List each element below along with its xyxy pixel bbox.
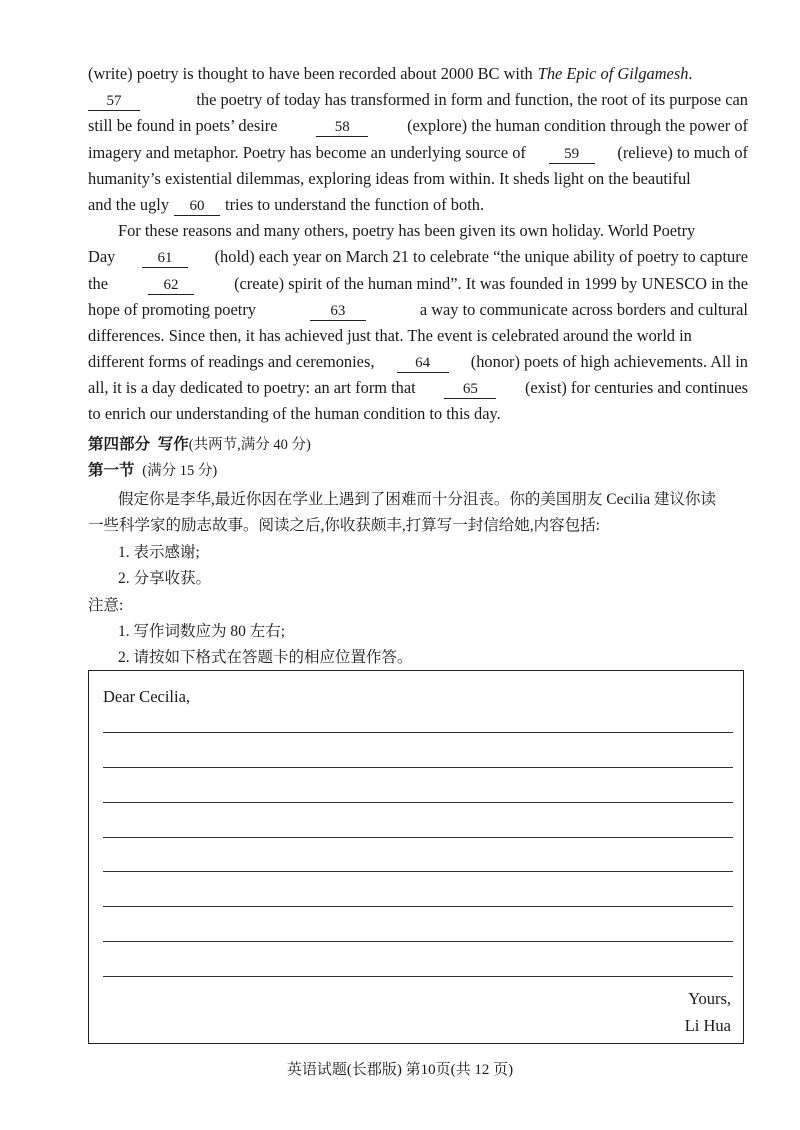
text: and the ugly — [88, 194, 170, 214]
text: (explore) the human condition through the power of — [407, 116, 748, 136]
blank-62[interactable]: 62 — [148, 277, 194, 295]
text: . — [688, 64, 693, 83]
writing-line[interactable] — [103, 906, 733, 907]
prompt-item-2: 2. 分享收获。 — [118, 570, 212, 587]
text: differences. Since then, it has achieved just that. The event is celebrated around the world in — [88, 325, 692, 345]
text: hope of promoting poetry — [88, 299, 256, 319]
text: different forms of readings and ceremonies, — [88, 352, 375, 372]
blank-59[interactable]: 59 — [549, 146, 595, 164]
passage-line — [88, 404, 748, 430]
passage-line — [88, 64, 748, 90]
letter-closing: Yours, — [688, 989, 731, 1008]
text: (relieve) to much of — [617, 142, 748, 162]
blank-60[interactable]: 60 — [174, 198, 220, 216]
blank-57[interactable]: 57 — [88, 93, 140, 111]
blank-63[interactable]: 63 — [310, 303, 366, 321]
text: imagery and metaphor. Poetry has become an underlying source of — [88, 142, 526, 162]
answer-box — [88, 670, 744, 1044]
text: (create) spirit of the human mind”. It was founded in 1999 by UNESCO in the — [234, 273, 748, 293]
prompt-line-1: 假定你是李华,最近你因在学业上遇到了困难而十分沮丧。你的美国朋友 Cecilia 建议你读 — [118, 491, 717, 508]
passage-line — [88, 169, 748, 195]
reading-passage — [88, 64, 748, 431]
passage-line — [88, 274, 748, 300]
writing-line[interactable] — [103, 871, 733, 872]
page-footer: 英语试题(长郡版) 第10页(共 12 页) — [286, 1062, 514, 1078]
blank-64[interactable]: 64 — [397, 355, 449, 373]
section-title: 第一节 — [88, 462, 135, 479]
blank-58[interactable]: 58 — [316, 119, 368, 137]
text: the — [88, 273, 109, 293]
text: For these reasons and many others, poetry has been given its own holiday. World Poetry — [118, 221, 696, 241]
passage-line — [88, 116, 748, 142]
passage-line — [88, 195, 748, 221]
writing-line[interactable] — [103, 976, 733, 977]
text: the poetry of today has transformed in form and function, the root of its purpose can — [196, 90, 748, 110]
prompt-item-1: 1. 表示感谢; — [118, 544, 200, 561]
writing-line[interactable] — [103, 767, 733, 768]
prompt-line-2: 一些科学家的励志故事。阅读之后,你收获颇丰,打算写一封信给她,内容包括: — [88, 517, 600, 534]
passage-line — [88, 221, 748, 247]
text: (write) poetry is thought to have been recorded about 2000 BC with — [88, 64, 533, 83]
passage-line — [88, 352, 748, 378]
part4-heading — [88, 432, 748, 454]
note-item-1: 1. 写作词数应为 80 左右; — [118, 623, 286, 640]
letter-greeting: Dear Cecilia, — [103, 687, 191, 706]
text: (exist) for centuries and continues — [524, 378, 748, 398]
text: Day — [88, 247, 116, 267]
part-note: (共两节,满分 40 分) — [188, 437, 311, 453]
passage-line — [88, 143, 748, 169]
part-title: 第四部分 — [88, 436, 151, 453]
text: all, it is a day dedicated to poetry: an art form that — [88, 378, 416, 398]
note-item-2: 2. 请按如下格式在答题卡的相应位置作答。 — [118, 649, 413, 666]
writing-line[interactable] — [103, 941, 733, 942]
part-subtitle: 写作 — [157, 436, 189, 453]
book-title: The Epic of Gilgamesh — [537, 64, 689, 83]
passage-line — [88, 300, 748, 326]
text: to enrich our understanding of the human condition to this day. — [88, 404, 501, 424]
text: tries to understand the function of both. — [225, 194, 485, 214]
text: a way to communicate across borders and cultural — [419, 299, 748, 319]
text: (honor) poets of high achievements. All in — [470, 352, 748, 372]
section1-heading — [88, 458, 748, 480]
passage-line — [88, 326, 748, 352]
passage-line — [88, 378, 748, 404]
writing-line[interactable] — [103, 802, 733, 803]
passage-line — [88, 247, 748, 273]
writing-line[interactable] — [103, 732, 733, 733]
text: still be found in poets’ desire — [88, 116, 278, 136]
text: (hold) each year on March 21 to celebrate “the unique ability of poetry to capture — [214, 247, 748, 267]
letter-signature: Li Hua — [684, 1016, 731, 1035]
notes-title: 注意: — [88, 597, 124, 614]
writing-line[interactable] — [103, 837, 733, 838]
blank-65[interactable]: 65 — [444, 381, 496, 399]
passage-line — [88, 90, 748, 116]
text: humanity’s existential dilemmas, exploring ideas from within. It sheds light on the beautiful — [88, 168, 691, 188]
section-note: (满分 15 分) — [142, 463, 218, 479]
blank-61[interactable]: 61 — [142, 250, 188, 268]
